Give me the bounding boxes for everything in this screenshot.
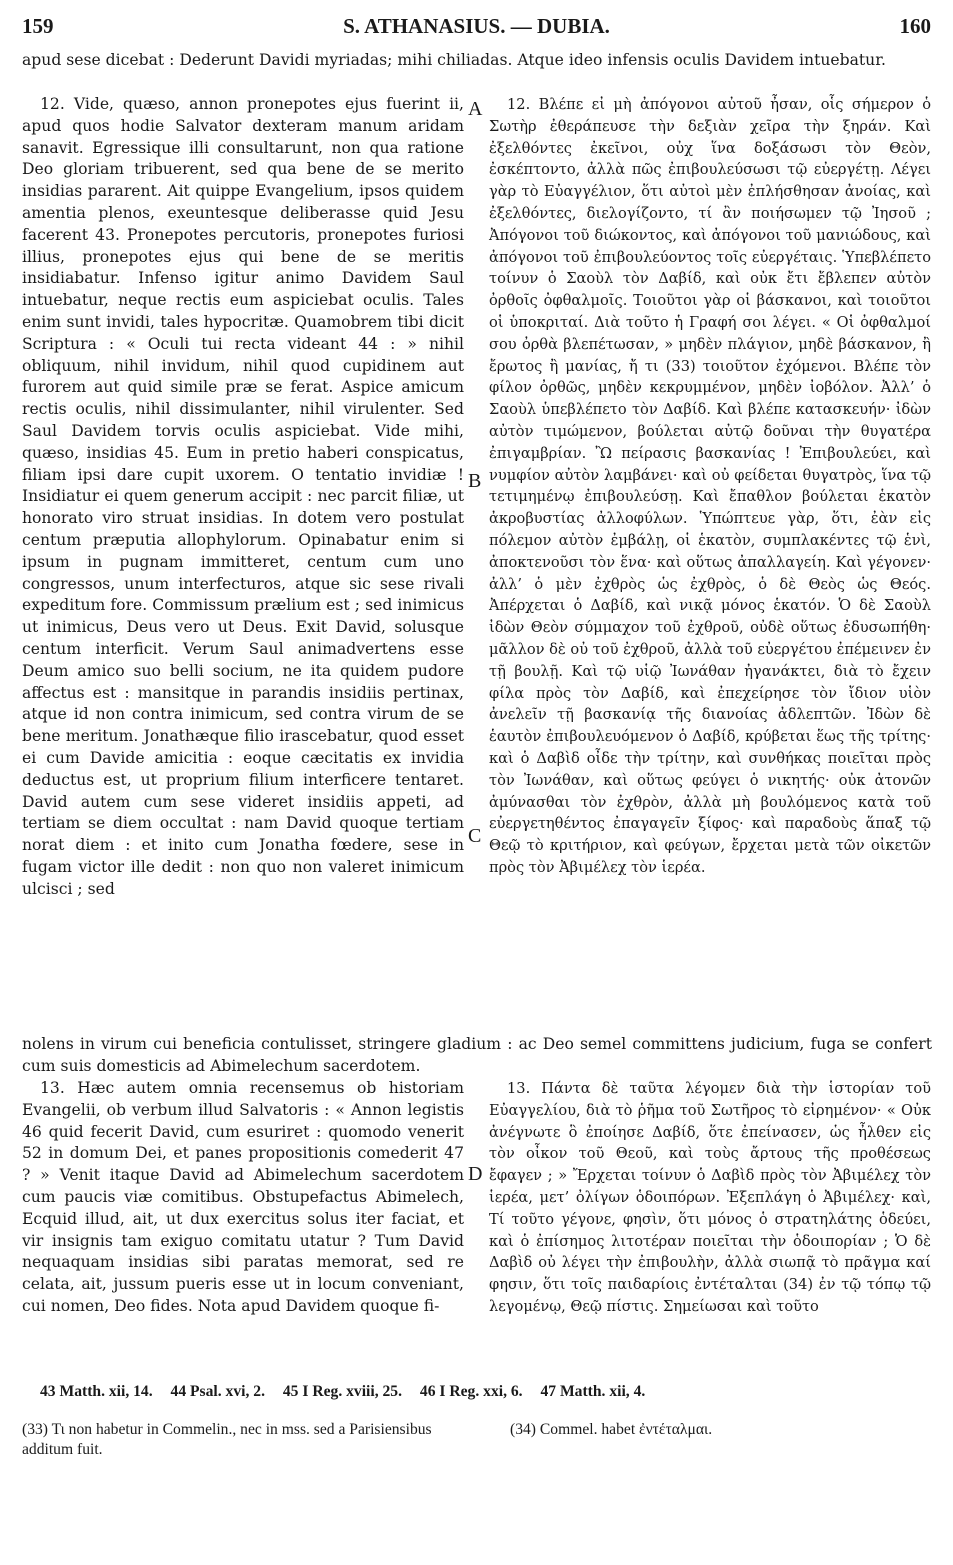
- latin-paragraph-12: 12. Vide, quæso, annon pronepotes ejus fuerint ii, apud quos hodie Salvator dexteram manum aridam sanavit. Egressique illi consultarunt, non qua ratione Deo gloriam tribuerent, sed qua bene de se merito insidias pararent. Ait quippe Evangelium, ipsos quidem amentia plenos, exeuntesque deliberasse quid Jesu facerent 43. Pronepotes percutoris, pronepotes furiosi illius, pronepotes ejus qui bene de se meritis insidiabatur. Infenso igitur animo Davidem Saul intuebatur, neque rectis eum aspiciebat oculis. Tales enim sunt invidi, tales hypocritæ. Quamobrem tibi dicit Scriptura : « Oculi tui recta videant 44 : » nihil obliquum, nihil invidum, nihil quod cupidinem aut furorem aut quid simile præ se ferat. Aspice amicum rectis oculis, nihil dissimulanter, nihil virulenter. Sed Saul Davidem torvis oculis aspiciebat. Vide mihi, quæso, insidias 45. Eum in pretio haberi conspicatus, filiam ipsi dare cupit uxorem. O tentatio invidiæ ! Insidiatur ei quem generum accipit : nec parcit filiæ, ut honorato viro struat insidias. In dotem vero postulat centum præputia allophylorum. Opinabatur enim si ipsum in pugnam immitteret, centum cum uno congressos, unum interfecturos, atque sic sese rivali expeditum fore. Commissum prælium est ; sed inimicus ut inimicus, Deus vero ut Deus. Exit David, solusque centum interficit. Verum Saul animadvertens esse Deum amico suo belli socium, ne ita quidem pudore affectus est : mansitque in parandis insidiis pertinax, atque id non contra inimicum, sed contra virum de se bene meritum. Jonathæque filio irascebatur, quod esset ei cum Davide amicitia : eoque cæcitatis ex invidia deductus est, ut proprium filium interficere tentaret. David autem cum sese videret insidiis appeti, ad tertiam se diem occultat : nam David quoque tertiam norat diem : et inito cum Jonatha fœdere, sese in fugam victor ille dedit : non quo non valeret inimicum ulcisci ; sed: [22, 95, 464, 898]
- footnote-ref: 47 Matth. xii, 4.: [540, 1383, 646, 1400]
- latin-intro-paragraph: apud sese dicebat : Dederunt Davidi myriadas; mihi chiliadas. Atque ideo infensis oculis Davidem intuebatur.: [22, 51, 886, 69]
- note-33: (33) Τι non habetur in Commelin., nec in mss. sed a Parisiensibus additum fuit.: [22, 1421, 432, 1458]
- margin-letter-c: C: [468, 825, 482, 847]
- note-34: (34) Commel. habet ἐντέταλμαι.: [510, 1421, 713, 1438]
- running-head: [22, 14, 931, 44]
- running-title: S. ATHANASIUS. — DUBIA.: [343, 14, 610, 38]
- margin-letter-d: D: [468, 1163, 483, 1185]
- page-number-right: 160: [899, 14, 931, 38]
- footnote-references: [40, 1383, 940, 1401]
- footnote-ref: 46 I Reg. xxi, 6.: [419, 1383, 523, 1400]
- greek-paragraph-13: 13. Πάντα δὲ ταῦτα λέγομεν διὰ τὴν ἱστορίαν τοῦ Εὐαγγελίου, διὰ τὸ ῥῆμα τοῦ Σωτῆρος τὸ εἰρημένον· « Οὐκ ἀνέγνωτε ὃ ἐποίησε Δαβίδ, ὅτε ἐπείνασεν, ὡς ἦλθεν εἰς τὸν οἶκον τοῦ Θεοῦ, καὶ τοὺς ἄρτους τῆς προθέσεως ἔφαγεν ; » Ἔρχεται τοίνυν ὁ Δαβὶδ πρὸς τὸν Ἀβιμέλεχ τὸν ἱερέα, μετ’ ὀλίγων ὁδοιπόρων. Ἐξεπλάγη ὁ Ἀβιμέλεχ· καὶ, Τί τοῦτο γέγονε, φησὶν, ὅτι μόνος ὁ στρατηλάτης ὁδεύει, καὶ ὁ ἐπίσημος λιτοτέραν ποιεῖται τὴν ὁδοιπορίαν ; Ὁ δὲ Δαβὶδ οὐ λέγει τὴν ἐπιβουλὴν, ἀλλὰ σιωπᾷ τὸ πρᾶγμα καί φησιν, ὅτι τοῖς παιδαρίοις ἐντέταλται (34) ἐν τῷ τόπῳ τῷ λεγομένῳ, Θεῷ πίστις. Σημείωσαι καὶ τοῦτο: [489, 1080, 931, 1315]
- latin-bridge-paragraph: nolens in virum cui beneficia contulisset, stringere gladium : ac Deo semel committens judicium, fuga se confert cum suis domesticis ad Abimelechum sacerdotem.: [22, 1035, 932, 1075]
- footnote-ref: 44 Psal. xvi, 2.: [170, 1383, 265, 1400]
- margin-letter-a: A: [468, 98, 483, 120]
- margin-letter-b: B: [468, 470, 482, 492]
- footnote-ref: 43 Matth. xii, 14.: [40, 1383, 153, 1400]
- latin-paragraph-13: 13. Hæc autem omnia recensemus ob historiam Evangelii, ob verbum illud Salvatoris : « Annon legistis 46 quid fecerit David, cum esuriret : quomodo venerit 52 in domum Dei, et panes propositionis comederit 47 ? » Venit itaque David ad Abimelechum sacerdotem cum paucis viæ comitibus. Obstupefactus Abimelech, Ecquid illud, ait, ut dux exercitus solus iter faciat, et vir insignis tam exiguo comitatu utatur ? Tum David nequaquam insidias sibi paratas memorat, sed re celata, ait, jussum pueris esse ut in locum conveniant, cui nomen, Deo fides. Nota apud Davidem quoque fi-: [22, 1079, 464, 1315]
- footnote-ref: 45 I Reg. xviii, 25.: [282, 1383, 402, 1400]
- page-number-left: 159: [22, 14, 54, 38]
- greek-paragraph-12: 12. Βλέπε εἰ μὴ ἀπόγονοι αὐτοῦ ἦσαν, οἷς σήμερον ὁ Σωτὴρ ἐθεράπευσε τὴν δεξιὰν χεῖρα τὴν ξηράν. Καὶ ἐξελθόντες ἐκεῖνοι, οὐχ ἵνα δοξάσωσι τὸν Θεὸν, ἐσκέπτοντο, ἀλλὰ πῶς ἐπιβουλεύσωσι τῷ εὐεργέτῃ. Λέγει γὰρ τὸ Εὐαγγέλιον, ὅτι αὐτοὶ μὲν ἐπλήσθησαν ἀνοίας, καὶ ἐξελθόντες, διελογίζοντο, τί ἂν ποιήσωμεν τῷ Ἰησοῦ ; Ἀπόγονοι τοῦ διώκοντος, καὶ ἀπόγονοι τοῦ μανιώδους, καὶ ἀπόγονοι τοῦ ἐπιβουλεύοντος τοῖς εὐεργέταις. Ὑπεβλέπετο τοίνυν ὁ Σαοὺλ τὸν Δαβίδ, καὶ οὐκ ἔτι ἔβλεπεν αὐτὸν ὀρθοῖς ὀφθαλμοῖς. Τοιοῦτοι γὰρ οἱ βάσκανοι, καὶ τοιοῦτοι οἱ ὑποκριταί. Διὰ τοῦτο ἡ Γραφή σοι λέγει. « Οἱ ὀφθαλμοί σου ὀρθὰ βλεπέτωσαν, » μηδὲν πλάγιον, μηδὲ βάσκανον, ἢ ἔρωτος ἢ μανίας, ἤ τι (33) τοιοῦτον ἐχόμενοι. Βλέπε τὸν φίλον ὀρθῶς, μηδὲν κεκρυμμένον, μηδὲν ἰοβόλον. Ἀλλ’ ὁ Σαοὺλ ὑπεβλέπετο τὸν Δαβίδ. Καὶ βλέπε κατασκευήν· ἰδὼν αὐτὸν τιμώμενον, βούλεται αὐτῷ δοῦναι τὴν θυγατέρα ἐπιγαμβρίαν. Ὢ πείρασις βασκανίας ! Ἐπιβουλεύει, καὶ νυμφίον αὐτὸν λαμβάνει· καὶ οὐ φείδεται θυγατρὸς, ἵνα τῷ τετιμημένῳ ἐπιβουλεύσῃ. Καὶ ἔπαθλον βούλεται ἑκατὸν ἀκροβυστίας ἀλλοφύλων. Ὑπώπτευε γὰρ, ὅτι, ἐὰν εἰς πόλεμον αὐτὸν ἐμβάλῃ, οἱ ἑκατὸν, συμπλακέντες τῷ ἑνὶ, ἀποκτενοῦσι τὸν ἕνα· καὶ οὕτως ἀπαλλαγείη. Καὶ γέγονεν· ἀλλ’ ὁ μὲν ἐχθρὸς ὡς ἐχθρὸς, ὁ δὲ Θεὸς ὡς Θεός. Ἀπέρχεται ὁ Δαβίδ, καὶ νικᾷ μόνος ἑκατόν. Ὁ δὲ Σαοὺλ ἰδὼν Θεὸν σύμμαχον τοῦ ἐχθροῦ, οὐδὲ οὕτως ἐδυσωπήθη· μᾶλλον δὲ οὐ τοῦ ἐχθροῦ, ἀλλὰ τοῦ εὐεργέτου ἐπέμεινεν ἐν τῇ βουλῇ. Καὶ τῷ υἱῷ Ἰωνάθαν ἠγανάκτει, διὰ τὸ ἔχειν φίλα πρὸς τὸν Δαβίδ, καὶ ἐπεχείρησε τὸν ἴδιον υἱὸν ἀνελεῖν τῇ βασκανίᾳ τῆς διανοίας ἀδλεπτῶν. Ἰδὼν δὲ ἑαυτὸν ἐπιβουλευόμενον ὁ Δαβίδ, κρύβεται ἕως τῆς τρίτης· καὶ ὁ Δαβὶδ οἶδε τὴν τρίτην, καὶ συνθήκας ποιεῖται πρὸς τὸν Ἰωνάθαν, καὶ οὕτως φεύγει ὁ νικητής· οὐκ ἀτονῶν ἀμύνασθαι τὸν ἐχθρὸν, ἀλλὰ μὴ βουλόμενος κατὰ τοῦ εὐεργετηθέντος ἐπαγαγεῖν ξίφος· καὶ παραδοὺς ἅπαξ τῷ Θεῷ τὸ κριτήριον, καὶ φεύγων, ἔρχεται μετὰ τῶν οἰκετῶν πρὸς τὸν Ἀβιμέλεχ τὸν ἱερέα.: [489, 96, 931, 876]
